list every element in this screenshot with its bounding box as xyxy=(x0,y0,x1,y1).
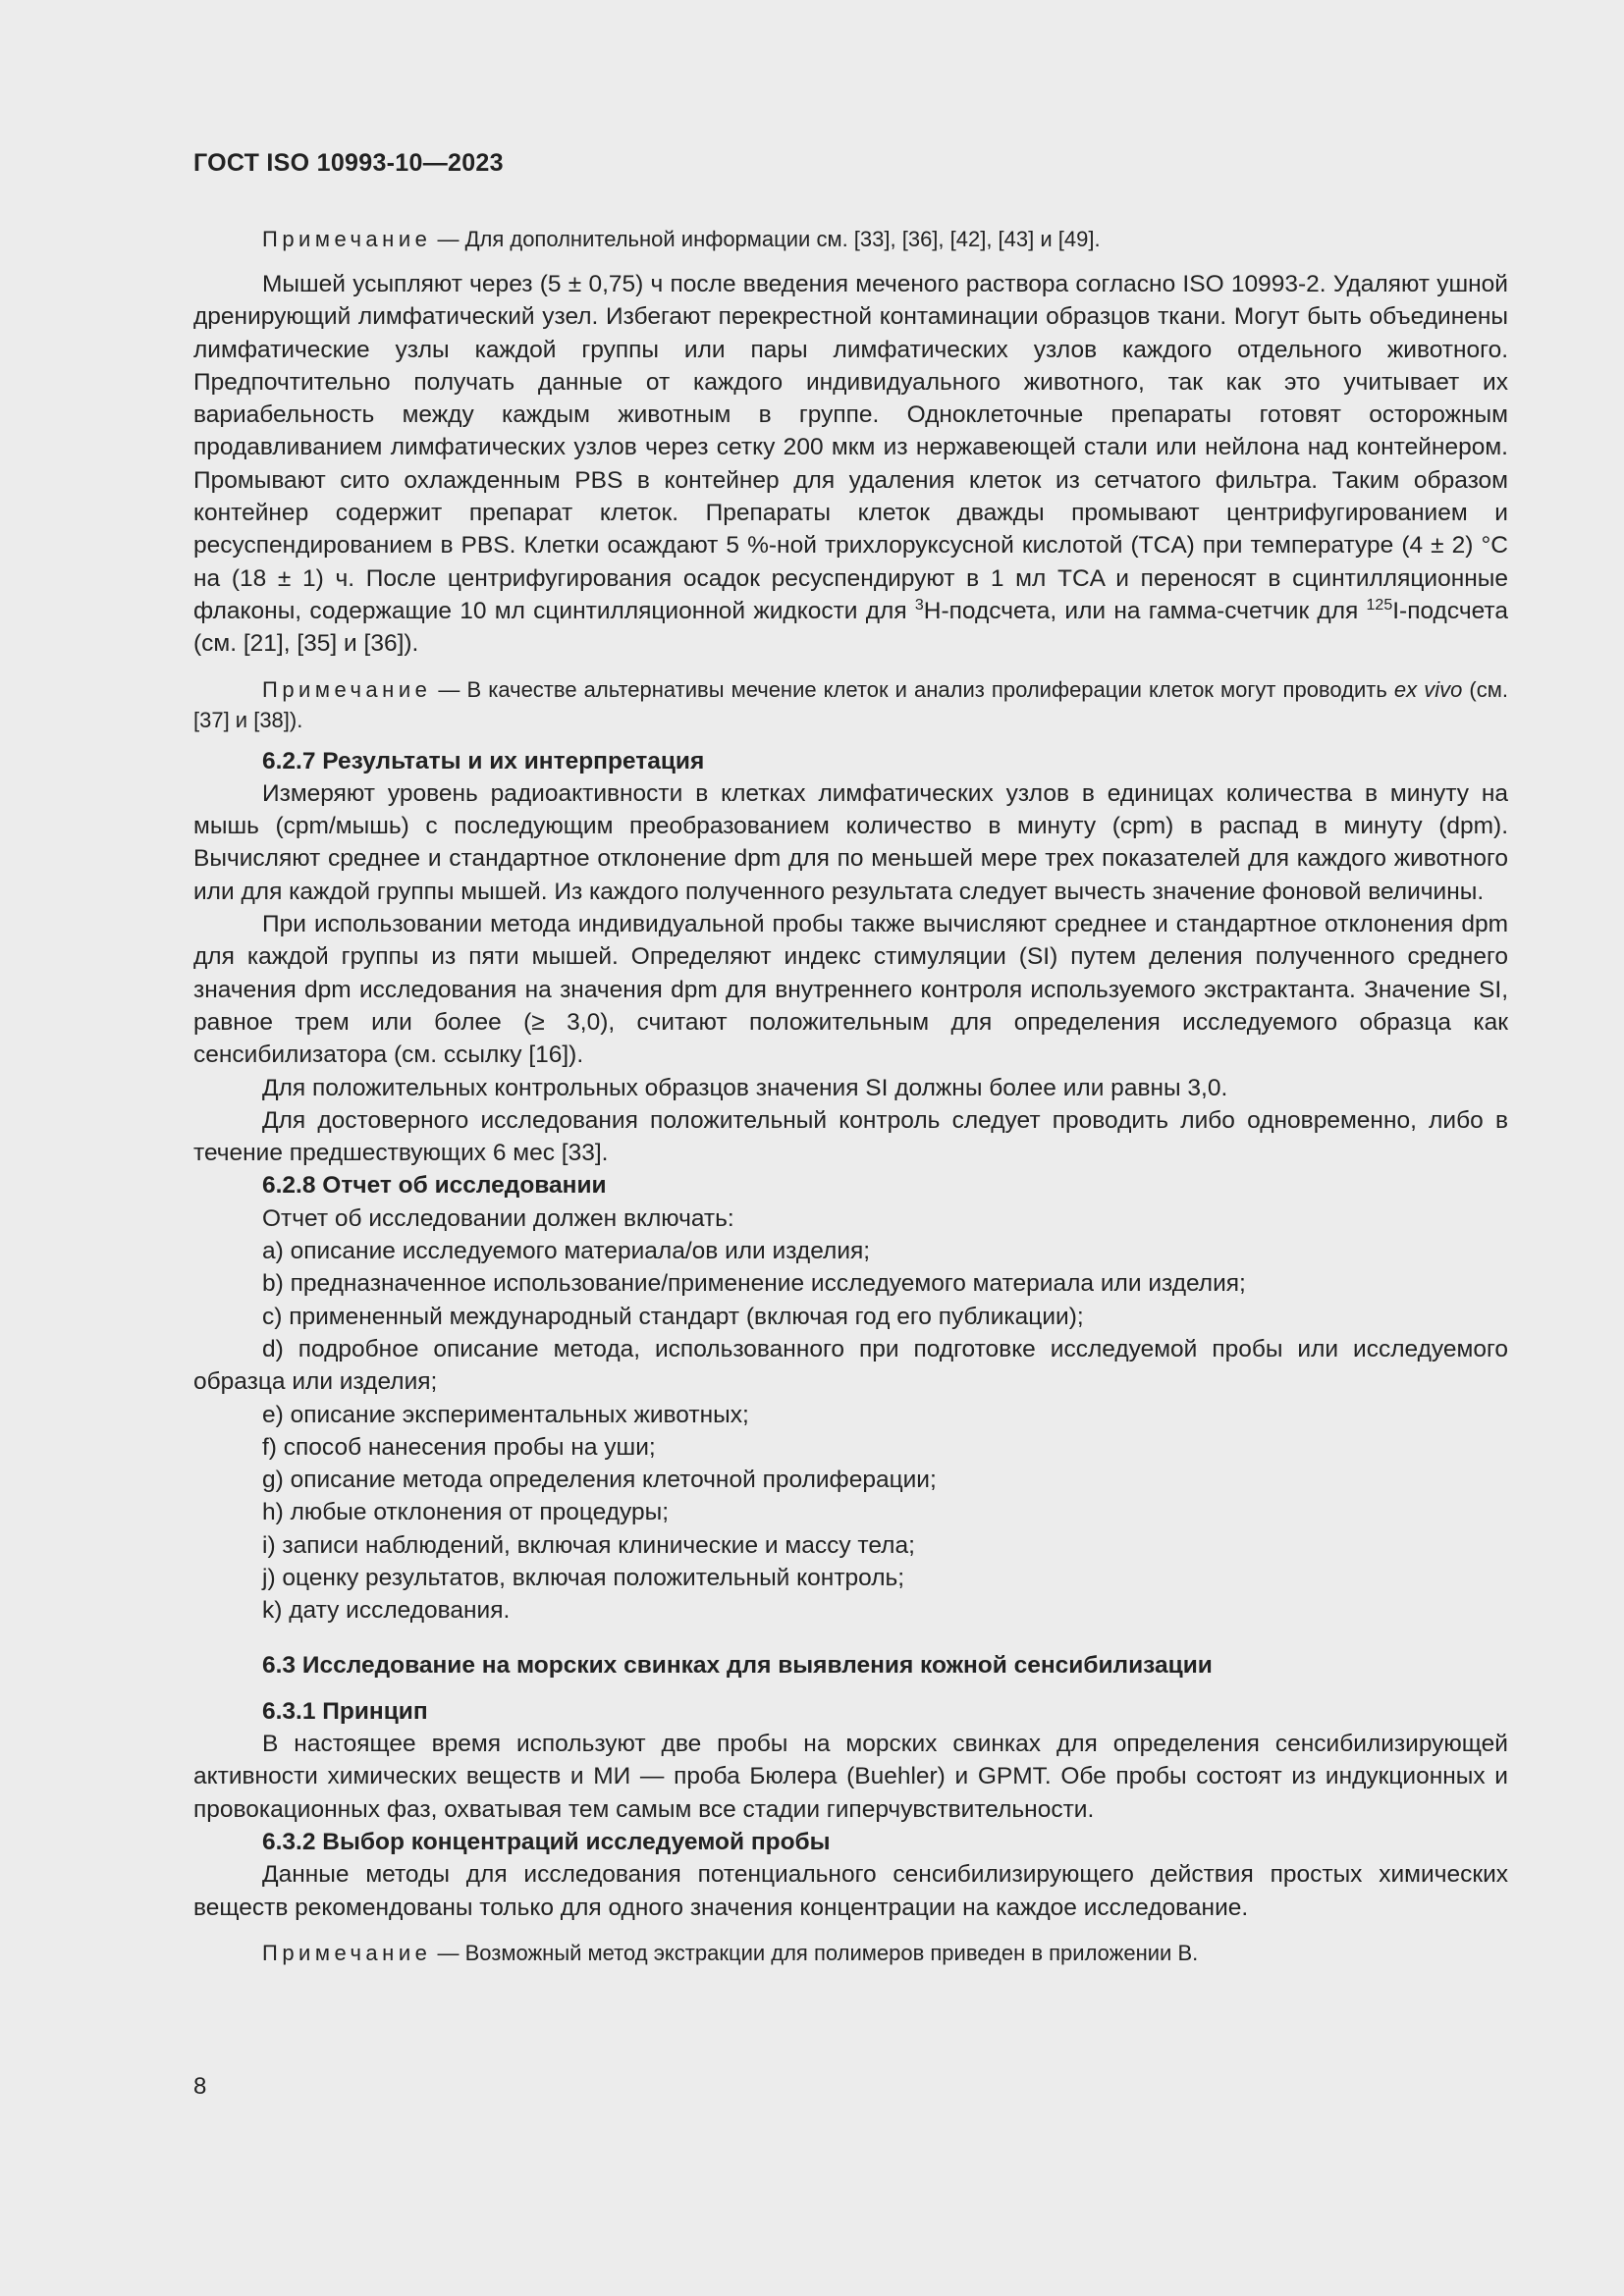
note-italic-text: ex vivo xyxy=(1393,676,1463,702)
paragraph-text: H-подсчета, или на гамма-счетчик для xyxy=(923,597,1367,624)
list-item: i) записи наблюдений, включая клинические и массу тела; xyxy=(262,1531,915,1559)
paragraph-results-2: При использовании метода индивидуальной пробы также вычисляют среднее и стандартное отклонения dpm для каждой группы из пяти мышей. Определяют индекс стимуляции (SI) путем деления полученного среднего значения dpm исследования на значения dpm для внутреннего контроля используемого экстрактанта. Значение SI, равное трем или более (≥ 3,0), считают положительным для определения исследуемого образца как сенсибилизатора (см. ссылку [16]). xyxy=(193,911,1508,1069)
section-heading-6-2-8: 6.2.8 Отчет об исследовании xyxy=(262,1172,607,1200)
list-item: c) примененный международный стандарт (включая год его публикации); xyxy=(262,1303,1084,1330)
note-text: Возможный метод экстракции для полимеров приведен в приложении B. xyxy=(464,1940,1199,1965)
paragraph-euthanasia xyxy=(193,268,1508,661)
paragraph-results-4: Для достоверного исследования положительный контроль следует проводить либо одновременно, либо в течение предшествующих 6 мес [33]. xyxy=(193,1106,1508,1167)
list-item: h) любые отклонения от процедуры; xyxy=(262,1499,670,1526)
note-3 xyxy=(193,1938,1508,1968)
section-heading-6-3: 6.3 Исследование на морских свинках для выявления кожной сенсибилизации xyxy=(262,1651,1213,1679)
note-2 xyxy=(193,674,1508,735)
list-item: d) подробное описание метода, использованного при подготовке исследуемой пробы или исследуемого образца или изделия; xyxy=(193,1335,1508,1396)
list-item: k) дату исследования. xyxy=(262,1597,511,1625)
list-item: g) описание метода определения клеточной пролиферации; xyxy=(262,1467,937,1494)
list-item: b) предназначенное использование/применение исследуемого материала или изделия; xyxy=(262,1270,1246,1298)
list-item: j) оценку результатов, включая положительный контроль; xyxy=(262,1564,905,1591)
note-lead: Примечание xyxy=(262,1940,432,1965)
page-number: 8 xyxy=(193,2073,207,2100)
section-heading-6-3-2: 6.3.2 Выбор концентраций исследуемой пробы xyxy=(262,1829,831,1856)
list-item: a) описание исследуемого материала/ов или изделия; xyxy=(262,1238,871,1265)
section-heading-6-2-7: 6.2.7 Результаты и их интерпретация xyxy=(262,747,705,774)
note-dash: — xyxy=(437,227,460,251)
note-lead: Примечание xyxy=(262,227,432,251)
paragraph-report-intro: Отчет об исследовании должен включать: xyxy=(262,1204,734,1232)
paragraph-results-1: Измеряют уровень радиоактивности в клетках лимфатических узлов в единицах количества в минуту на мышь (cpm/мышь) с последующим преобразованием количество в минуту (cpm) в распад в минуту (dpm). Вычисляют среднее и стандартное отклонение dpm для по меньшей мере трех показателей для каждого животного или для каждой группы мышей. Из каждого полученного результата следует вычесть значение фоновой величины. xyxy=(193,779,1508,905)
note-text: Для дополнительной информации см. [33], [36], [42], [43] и [49]. xyxy=(464,227,1101,251)
note-dash: — xyxy=(437,1940,460,1965)
document-body xyxy=(193,224,1508,1968)
paragraph-principle: В настоящее время используют две пробы на морских свинках для определения сенсибилизирующей активности химических веществ и МИ — проба Бюлера (Buehler) и GPMT. Обе пробы состоят из индукционных и провокационных фаз, охватывая тем самым все стадии гиперчувствительности. xyxy=(193,1731,1508,1823)
section-heading-6-3-1: 6.3.1 Принцип xyxy=(262,1697,428,1725)
paragraph-results-3: Для положительных контрольных образцов значения SI должны более или равны 3,0. xyxy=(262,1074,1228,1101)
note-dash: — xyxy=(438,676,460,702)
paragraph-text: I-подсчета (см. [21], [35] и [36]). xyxy=(193,597,1508,658)
note-text: В качестве альтернативы мечение клеток и анализ пролиферации клеток могут проводить xyxy=(466,676,1394,702)
superscript-125: 125 xyxy=(1366,596,1393,614)
list-item: f) способ нанесения пробы на уши; xyxy=(262,1433,656,1461)
paragraph-text: Мышей усыпляют через (5 ± 0,75) ч после введения меченого раствора согласно ISO 10993-2. Удаляют ушной дренирующий лимфатический узел. Избегают перекрестной контаминации образцов ткани. Могут быть объединены лимфатические узлы каждой группы или пары лимфатических узлов каждого отдельного животного. Предпочтительно получать данные от каждого индивидуального животного, так как это учитывает их вариабельность между каждым животным в группе. Одноклеточные препараты готовят осторожным продавливанием лимфатических узлов через сетку 200 мкм из нержавеющей стали или нейлона над контейнером. Промывают сито охлажденным PBS в контейнер для удаления клеток из сетчатого фильтра. Таким образом контейнер содержит препарат клеток. Препараты клеток дважды промывают центрифугированием и ресуспендированием в PBS. Клетки осаждают 5 %-ной трихлоруксусной кислотой (TCA) при температуре (4 ± 2) °C на (18 ± 1) ч. После центрифугирования осадок ресуспендируют в 1 мл TCA и переносят в сцинтилляционные флаконы, содержащие 10 мл сцинтилляционной жидкости для xyxy=(193,271,1508,624)
superscript-3: 3 xyxy=(914,596,924,614)
document-header: ГОСТ ISO 10993-10—2023 xyxy=(193,149,504,177)
note-text: (см. [37] и [38]). xyxy=(193,676,1508,732)
paragraph-concentration: Данные методы для исследования потенциального сенсибилизирующего действия простых химических веществ рекомендованы только для одного значения концентрации на каждое исследование. xyxy=(193,1861,1508,1921)
note-1 xyxy=(193,224,1508,254)
list-item: e) описание экспериментальных животных; xyxy=(262,1401,749,1428)
note-lead: Примечание xyxy=(262,676,432,702)
